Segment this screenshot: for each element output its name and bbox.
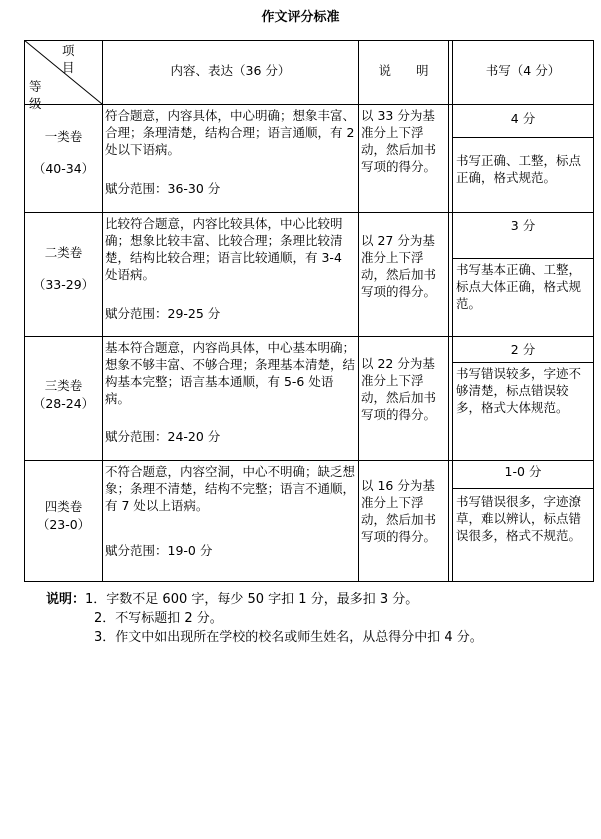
header-item: 项目 (62, 43, 75, 75)
explain-text: 以 27 分为基准分上下浮动，然后加书写项的得分。 (361, 233, 437, 299)
writing-score: 3 分 (510, 218, 536, 233)
writing-desc: 书写正确、工整，标点正确，格式规范。 (456, 153, 582, 185)
header-explain: 说 明 (378, 63, 429, 78)
score-range: 赋分范围：29-25 分 (105, 306, 221, 321)
score-range: 赋分范围：24-20 分 (105, 429, 221, 444)
grade-range: （40-34） (32, 161, 95, 176)
note-item: 2．不写标题扣 2 分。 (94, 611, 223, 626)
writing-desc: 书写错误较多，字迹不够清楚，标点错误较多，格式大体规范。 (456, 366, 582, 415)
grade-range: （33-29） (32, 277, 95, 292)
header-content: 内容、表达（36 分） (170, 63, 291, 78)
content-criteria: 比较符合题意，内容比较具体，中心比较明确；想象比较丰富、比较合理；条理比较清楚，结构比较合理；语言比较通顺，有 3-4 处语病。 (105, 216, 343, 282)
explain-text: 以 22 分为基准分上下浮动，然后加书写项的得分。 (361, 356, 437, 422)
content-criteria: 基本符合题意，内容尚具体，中心基本明确；想象不够丰富、不够合理；条理基本清楚，结构基本完整；语言基本通顺，有 5-6 处语病。 (105, 340, 356, 406)
grade-range: （28-24） (32, 396, 95, 411)
grade-label: 二类卷 (44, 245, 83, 260)
notes-section (46, 590, 483, 647)
header-grade: 等级 (29, 79, 42, 111)
content-criteria: 符合题意，内容具体，中心明确；想象丰富、合理；条理清楚，结构合理；语言通顺，有 2 处以下语病。 (105, 108, 356, 157)
explain-text: 以 33 分为基准分上下浮动，然后加书写项的得分。 (361, 108, 437, 174)
writing-score: 4 分 (510, 111, 536, 126)
page-title: 作文评分标准 (261, 10, 340, 25)
grade-label: 三类卷 (44, 378, 83, 393)
grade-range: （23-0） (36, 517, 91, 532)
note-item: 3．作文中如出现所在学校的校名或师生姓名，从总得分中扣 4 分。 (94, 630, 483, 645)
writing-desc: 书写错误很多，字迹潦草，难以辨认，标点错误很多，格式不规范。 (456, 494, 582, 543)
score-range: 赋分范围：36-30 分 (105, 181, 221, 196)
score-range: 赋分范围：19-0 分 (105, 543, 213, 558)
writing-score: 1-0 分 (504, 464, 542, 479)
writing-desc: 书写基本正确、工整，标点大体正确，格式规范。 (456, 262, 582, 311)
grade-label: 一类卷 (44, 129, 83, 144)
header-writing: 书写（4 分） (485, 63, 561, 78)
explain-text: 以 16 分为基准分上下浮动，然后加书写项的得分。 (361, 478, 437, 544)
notes-label: 说明： (46, 592, 86, 607)
note-item: 1．字数不足 600 字，每少 50 字扣 1 分，最多扣 3 分。 (85, 592, 419, 607)
grade-label: 四类卷 (44, 499, 83, 514)
content-criteria: 不符合题意，内容空洞，中心不明确；缺乏想象；条理不清楚，结构不完整；语言不通顺，有 7 处以上语病。 (105, 464, 356, 513)
writing-score: 2 分 (510, 342, 536, 357)
